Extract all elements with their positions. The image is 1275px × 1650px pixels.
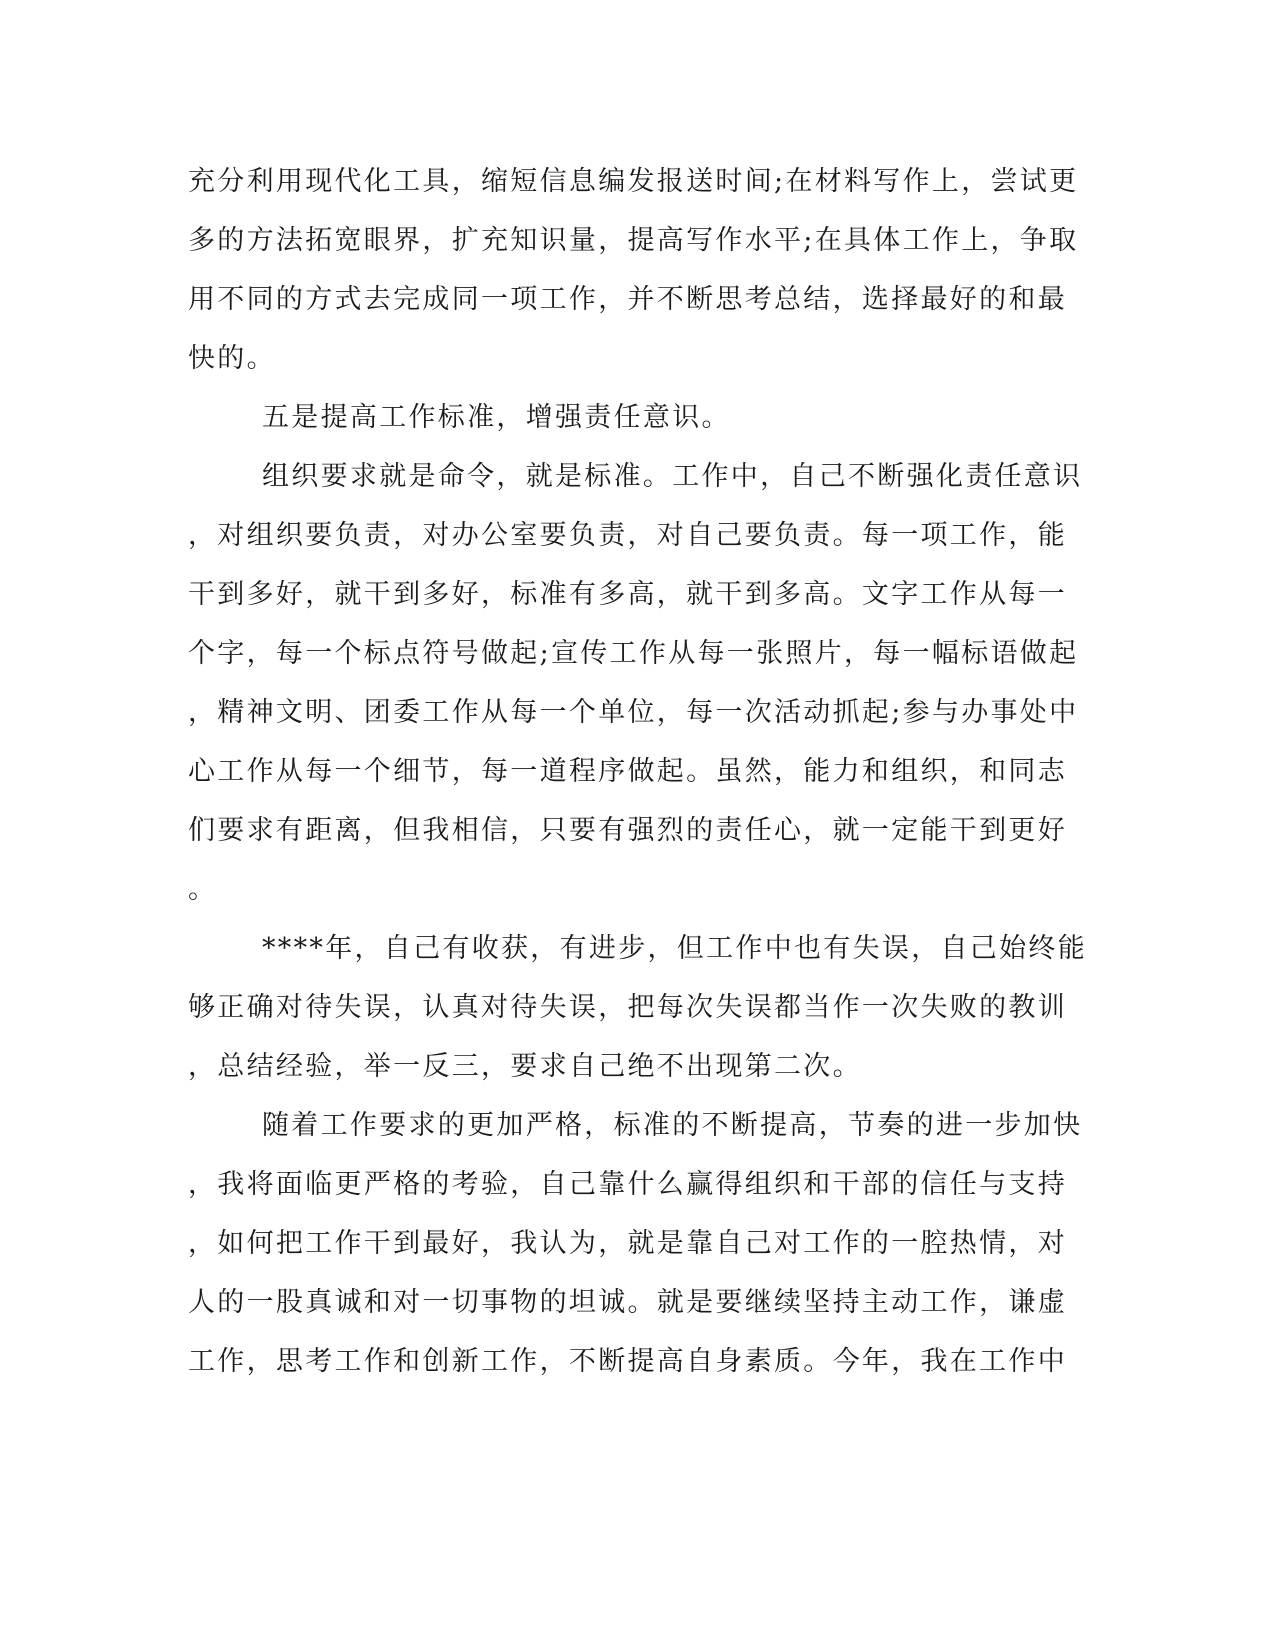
text-line: 充分利用现代化工具，缩短信息编发报送时间;在材料写作上，尝试更 bbox=[188, 166, 1079, 197]
text-line: 心工作从每一个细节，每一道程序做起。虽然，能力和组织，和同志 bbox=[188, 756, 1067, 787]
text-line: 。 bbox=[188, 874, 218, 905]
text-line: ，我将面临更严格的考验，自己靠什么赢得组织和干部的信任与支持 bbox=[188, 1169, 1067, 1200]
text-line: ，如何把工作干到最好，我认为，就是靠自己对工作的一腔热情，对 bbox=[188, 1228, 1067, 1259]
text-line: 够正确对待失误，认真对待失误，把每次失误都当作一次失败的教训 bbox=[188, 992, 1067, 1023]
text-line: ，对组织要负责，对办公室要负责，对自己要负责。每一项工作，能 bbox=[188, 520, 1067, 551]
text-line: 们要求有距离，但我相信，只要有强烈的责任心，就一定能干到更好 bbox=[188, 815, 1067, 846]
text-line: 多的方法拓宽眼界，扩充知识量，提高写作水平;在具体工作上，争取 bbox=[188, 225, 1079, 256]
text-line: ，精神文明、团委工作从每一个单位，每一次活动抓起;参与办事处中 bbox=[188, 697, 1079, 728]
text-line: 组织要求就是命令，就是标准。工作中，自己不断强化责任意识 bbox=[262, 461, 1083, 492]
text-line: 干到多好，就干到多好，标准有多高，就干到多高。文字工作从每一 bbox=[188, 579, 1067, 610]
text-line: 用不同的方式去完成同一项工作，并不断思考总结，选择最好的和最 bbox=[188, 284, 1067, 315]
text-line: ，总结经验，举一反三，要求自己绝不出现第二次。 bbox=[188, 1051, 862, 1082]
text-line: 工作，思考工作和创新工作，不断提高自身素质。今年，我在工作中 bbox=[188, 1346, 1067, 1377]
section-heading: 五是提高工作标准，增强责任意识。 bbox=[262, 402, 731, 433]
text-line: 随着工作要求的更加严格，标准的不断提高，节奏的进一步加快 bbox=[262, 1110, 1083, 1141]
text-line: 个字，每一个标点符号做起;宣传工作从每一张照片，每一幅标语做起 bbox=[188, 638, 1079, 669]
text-line: ****年，自己有收获，有进步，但工作中也有失误，自己始终能 bbox=[262, 933, 1087, 964]
text-line: 人的一股真诚和对一切事物的坦诚。就是要继续坚持主动工作，谦虚 bbox=[188, 1287, 1067, 1318]
text-line: 快的。 bbox=[188, 343, 276, 374]
